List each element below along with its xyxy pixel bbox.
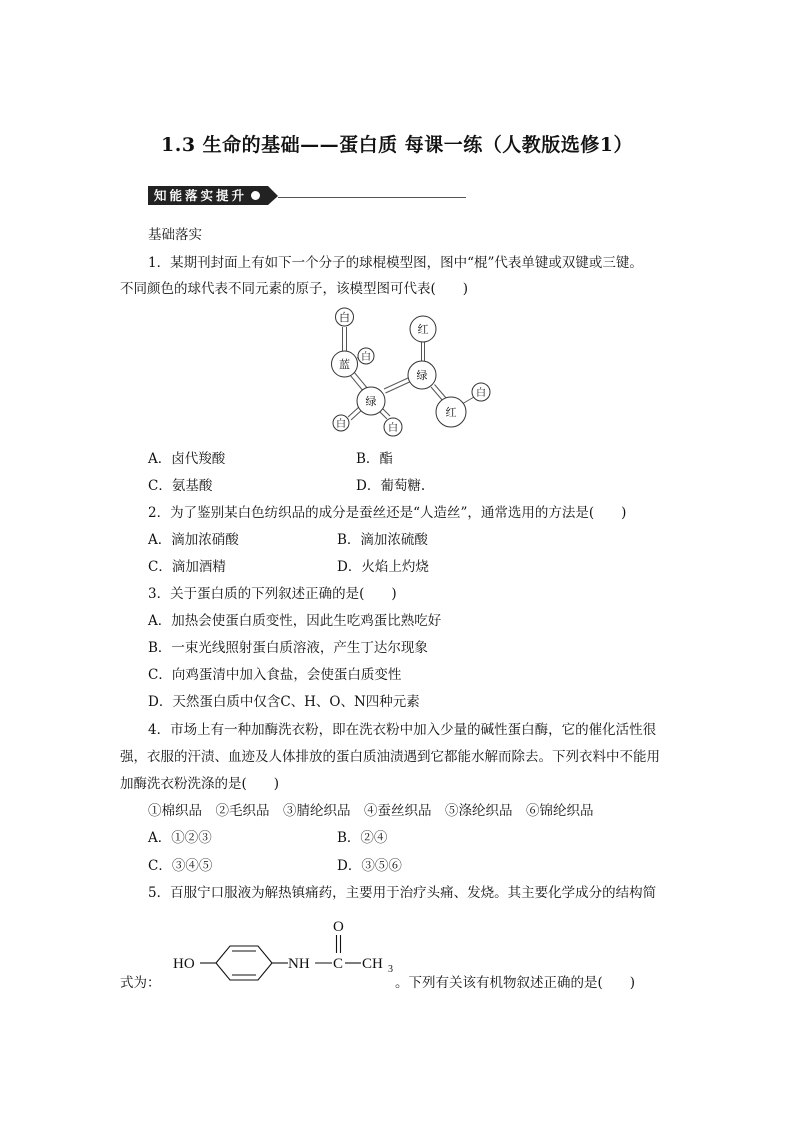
banner-box [148,186,268,205]
q3-option-d: D．天然蛋白质中仅含C、H、O、N四种元素 [148,694,420,710]
atom-label: 白 [476,388,486,399]
ball-stick-model [325,305,495,440]
q4-stem-line2: 强，衣服的汗渍、血迹及人体排放的蛋白质油渍遇到它都能水解而除去。下列衣料中不能用 [120,749,660,765]
q3-stem: 3．关于蛋白质的下列叙述正确的是( ) [148,586,397,602]
formula-ho: HO [173,956,195,972]
atom-label: 红 [417,323,429,336]
formula-c: C [333,956,344,972]
q5-stem-line1: 5．百服宁口服液为解热镇痛药，主要用于治疗头痛、发烧。其主要化学成分的结构简 [148,885,657,901]
q1-stem-line2: 不同颜色的球代表不同元素的原子，该模型图可代表( ) [120,281,469,297]
bullet-dot-icon [251,191,260,200]
atom-label: 绿 [365,395,377,408]
banner-arrow-icon [268,186,278,205]
section-banner [148,186,278,205]
q3-option-b: B．一束光线照射蛋白质溶液，产生丁达尔现象 [148,640,428,656]
structural-formula [170,915,400,985]
q5-stem-line2b: 。下列有关该有机物叙述正确的是( ) [395,975,636,991]
banner-label: 知能落实提升 [154,188,248,203]
atom-label: 蓝 [339,358,350,371]
q4-option-d: D．③⑤⑥ [337,858,402,874]
banner-rule [278,197,466,198]
atom-label: 绿 [416,369,428,382]
q1-option-d: D．葡萄糖. [356,478,426,494]
q4-option-b: B．②④ [337,830,388,846]
page-title: 1.3 生命的基础——蛋白质 每课一练（人教版选修1） [160,134,633,156]
q1-stem-line1: 1．某期刊封面上有如下一个分子的球棍模型图，图中“棍”代表单键或双键或三键。 [148,255,643,271]
q2-option-d: D．火焰上灼烧 [337,559,429,575]
q3-option-a: A．加热会使蛋白质变性，因此生吃鸡蛋比熟吃好 [148,613,442,629]
q4-stem-line1: 4．市场上有一种加酶洗衣粉，即在洗衣粉中加入少量的碱性蛋白酶，它的催化活性很 [148,722,657,738]
q4-stem-line3: 加酶洗衣粉洗涤的是( ) [120,776,280,792]
atom-label: 白 [336,419,346,430]
q1-option-c: C．氨基酸 [148,478,213,494]
formula-sub3: 3 [388,964,393,975]
q4-option-c: C．③④⑤ [148,858,213,874]
section-heading: 基础落实 [148,227,202,243]
q4-option-a: A．①②③ [148,830,212,846]
formula-o: O [333,919,344,935]
q3-option-c: C．向鸡蛋清中加入食盐，会使蛋白质变性 [148,667,402,683]
q2-stem: 2．为了鉴别某白色纺织品的成分是蚕丝还是“人造丝”，通常选用的方法是( ) [148,505,627,521]
atom-label: 红 [445,406,457,419]
q2-option-c: C．滴加酒精 [148,559,226,575]
formula-nh: NH [288,956,310,972]
atom-label: 白 [361,352,371,363]
q1-option-b: B．酯 [356,451,393,467]
q2-option-b: B．滴加浓硫酸 [337,532,428,548]
formula-ch: CH [362,956,383,972]
atom-label: 白 [339,311,350,324]
atom-label: 白 [388,423,398,434]
q2-option-a: A．滴加浓硝酸 [148,532,239,548]
q5-stem-line2a: 式为： [120,975,161,991]
q4-items: ①棉织品 ②毛织品 ③腈纶织品 ④蚕丝织品 ⑤涤纶织品 ⑥锦纶织品 [148,803,594,819]
q1-option-a: A．卤代羧酸 [148,451,226,467]
